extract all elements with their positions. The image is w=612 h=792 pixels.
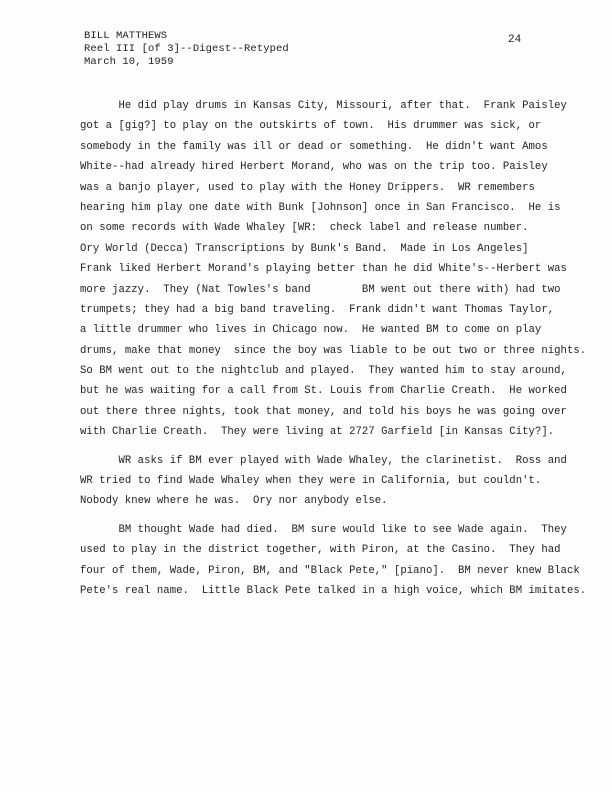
paragraph bbox=[80, 96, 587, 443]
page-number: 24 bbox=[508, 34, 522, 46]
text-line: So BM went out to the nightclub and played. They wanted him to stay around, bbox=[80, 365, 567, 378]
text-line: but he was waiting for a call from St. Louis from Charlie Creath. He worked bbox=[80, 385, 567, 398]
paragraph-gap bbox=[80, 512, 536, 520]
text-line: WR asks if BM ever played with Wade Whaley, the clarinetist. Ross and bbox=[80, 454, 567, 467]
text-line: He did play drums in Kansas City, Missouri, after that. Frank Paisley bbox=[80, 100, 567, 112]
paragraph bbox=[80, 520, 587, 602]
paragraph bbox=[80, 451, 567, 512]
text-line: Frank liked Herbert Morand's playing better than he did White's--Herbert was bbox=[80, 263, 567, 276]
text-line: White--had already hired Herbert Morand, who was on the trip too. Paisley bbox=[80, 161, 548, 174]
text-line: hearing him play one date with Bunk [Johnson] once in San Francisco. He is bbox=[80, 201, 561, 214]
text-line: trumpets; they had a big band traveling. Frank didn't want Thomas Taylor, bbox=[80, 303, 555, 316]
text-line: was a banjo player, used to play with the Honey Drippers. WR remembers bbox=[80, 181, 535, 194]
text-line: out there three nights, took that money, and told his boys he was going over bbox=[80, 405, 567, 418]
text-line: drums, make that money since the boy was liable to be out two or three nights. bbox=[80, 344, 587, 357]
document-body bbox=[80, 96, 587, 601]
paragraph-gap bbox=[80, 443, 536, 451]
document-header bbox=[84, 30, 289, 69]
text-line: got a [gig?] to play on the outskirts of town. His drummer was sick, or bbox=[80, 120, 542, 133]
header-reel: Reel III [of 3]--Digest--Retyped bbox=[84, 43, 289, 55]
text-line: somebody in the family was ill or dead or something. He didn't want Amos bbox=[80, 140, 548, 153]
text-line: Ory World (Decca) Transcriptions by Bunk's Band. Made in Los Angeles] bbox=[80, 242, 529, 255]
text-line: Pete's real name. Little Black Pete talked in a high voice, which BM imitates. bbox=[80, 584, 587, 597]
text-line: BM thought Wade had died. BM sure would like to see Wade again. They bbox=[80, 523, 567, 536]
text-line: a little drummer who lives in Chicago now. He wanted BM to come on play bbox=[80, 324, 542, 337]
text-line: Nobody knew where he was. Ory nor anybody else. bbox=[80, 495, 388, 508]
text-line: WR tried to find Wade Whaley when they were in California, but couldn't. bbox=[80, 475, 542, 488]
text-line: used to play in the district together, with Piron, at the Casino. They had bbox=[80, 544, 561, 557]
text-line: with Charlie Creath. They were living at 2727 Garfield [in Kansas City?]. bbox=[80, 426, 555, 439]
header-name: BILL MATTHEWS bbox=[84, 30, 168, 42]
text-line: more jazzy. They (Nat Towles's band BM went out there with) had two bbox=[80, 283, 561, 296]
header-date: March 10, 1959 bbox=[84, 56, 174, 68]
text-line: on some records with Wade Whaley [WR: check label and release number. bbox=[80, 222, 529, 235]
text-line: four of them, Wade, Piron, BM, and "Black Pete," [piano]. BM never knew Black bbox=[80, 564, 580, 577]
